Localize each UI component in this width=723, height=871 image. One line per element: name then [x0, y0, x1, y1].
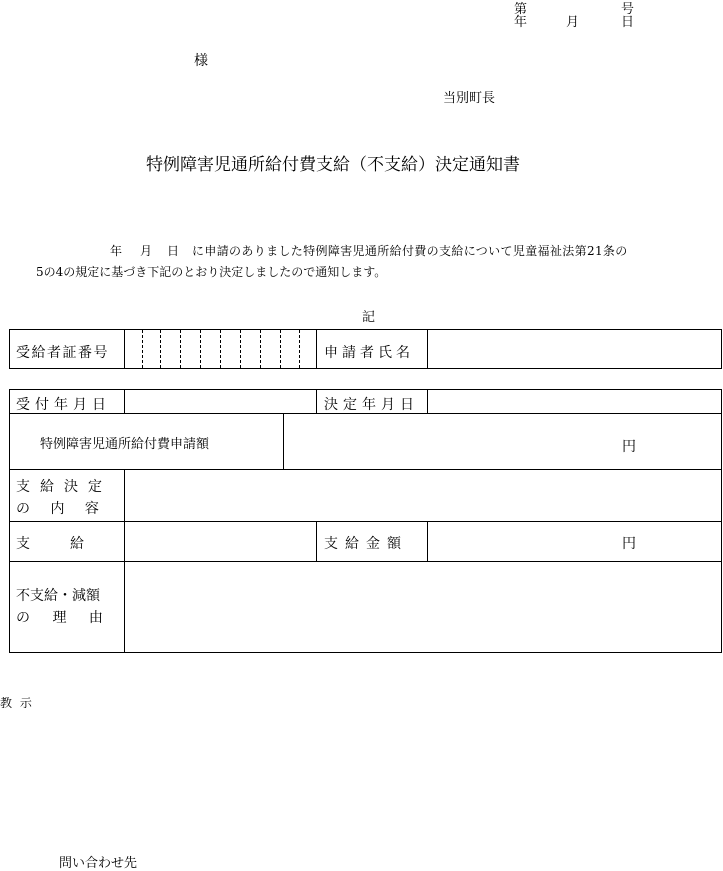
body-date-day: 日: [167, 244, 180, 258]
document-title: 特例障害児通所給付費支給（不支給）決定通知書: [146, 155, 520, 175]
received-date-label: 受付年月日: [16, 397, 111, 413]
recipient-id-label: 受給者証番号: [16, 345, 109, 361]
body-line-1: に申請のありました特例障害児通所給付費の支給について児童福祉法第21条の: [192, 244, 628, 258]
contact-label: 問い合わせ先: [59, 856, 138, 871]
body-line-2: 5の4の規定に基づき下記のとおり決定しましたので通知します。: [36, 265, 387, 279]
body-date-year: 年: [110, 244, 123, 258]
decision-content-label-2: の 内 容: [16, 501, 107, 517]
decision-table: [9, 389, 722, 653]
issuer-name: 当別町長: [443, 91, 496, 106]
instruction-label: 教 示: [0, 696, 34, 710]
decision-date-label: 決定年月日: [324, 397, 419, 413]
decision-content-label-1: 支給決定: [16, 479, 112, 495]
recipient-table: [9, 329, 722, 369]
addressee-suffix: 様: [194, 53, 208, 69]
payment-amount-label: 支給金額: [324, 536, 408, 552]
date-year-label: 年: [514, 15, 528, 30]
body-date-month: 月: [140, 244, 153, 258]
reason-label-1: 不支給・減額: [16, 588, 100, 604]
payment-amount-unit: 円: [622, 536, 636, 552]
applied-amount-label: 特例障害児通所給付費申請額: [40, 437, 210, 452]
ki-label: 記: [362, 310, 376, 325]
number-go-label: 号: [621, 2, 635, 17]
date-day-label: 日: [621, 15, 635, 30]
date-month-label: 月: [566, 15, 580, 30]
payment-label: 支 給: [16, 536, 88, 552]
applied-amount-unit: 円: [622, 439, 636, 455]
reason-label-2: の 理 由: [16, 610, 112, 626]
applicant-name-label: 申請者氏名: [324, 345, 414, 361]
number-dai-label: 第: [514, 2, 528, 17]
